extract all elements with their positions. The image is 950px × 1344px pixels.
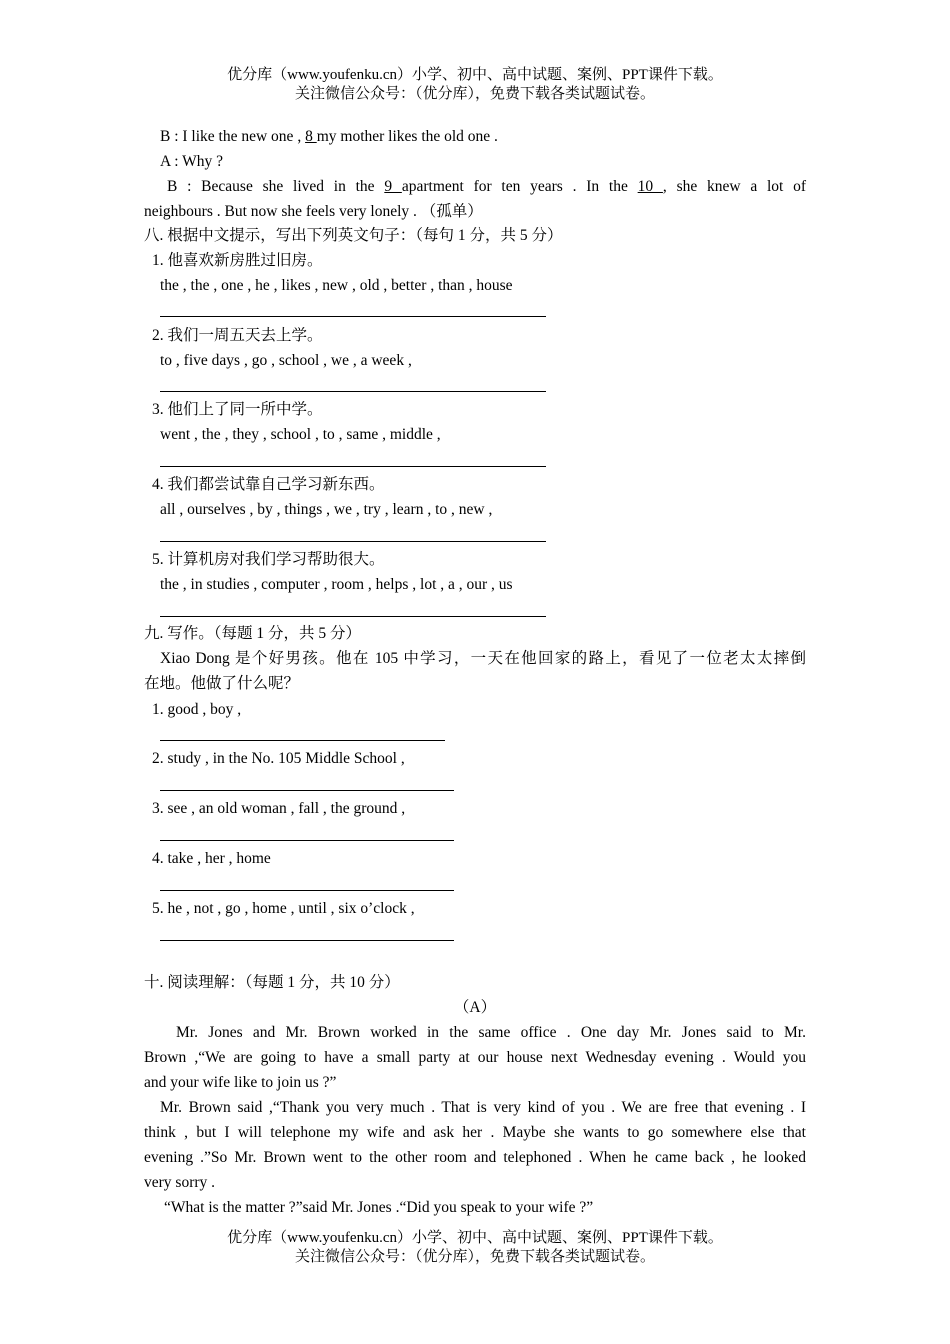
s9-item-4: 4. take , her , home [152, 850, 271, 867]
dialogue-b-line-3: neighbours . But now she feels very lonely . （孤单） [144, 203, 483, 220]
blank-10: 10 [637, 178, 663, 195]
s9-item-2-answer-line[interactable] [160, 790, 454, 791]
passage-line-1: Mr. Jones and Mr. Brown worked in the same office . One day Mr. Jones said to Mr. [176, 1024, 806, 1041]
page-footer [0, 1229, 950, 1267]
s8-item-5-answer-line[interactable] [160, 616, 546, 617]
s8-item-4-cn: 4. 我们都尝试靠自己学习新东西。 [152, 476, 385, 493]
s8-item-5-cn: 5. 计算机房对我们学习帮助很大。 [152, 551, 385, 568]
s8-item-2-words: to , five days , go , school , we , a week , [160, 352, 412, 369]
s8-item-3-words: went , the , they , school , to , same , middle , [160, 426, 441, 443]
passage-line-5: think , but I will telephone my wife and ask her . Maybe she wants to go somewhere else that [144, 1124, 806, 1141]
passage-line-7: very sorry . [144, 1174, 216, 1191]
s9-item-2: 2. study , in the No. 105 Middle School , [152, 750, 405, 767]
passage-line-8: “What is the matter ?”said Mr. Jones .“Did you speak to your wife ?” [164, 1199, 594, 1216]
section-9-title: 九. 写作。（每题 1 分，共 5 分） [144, 625, 362, 642]
page-header [0, 66, 950, 104]
passage-line-3: and your wife like to join us ?” [144, 1074, 337, 1091]
s8-item-3-answer-line[interactable] [160, 466, 546, 467]
blank-9: 9 [384, 178, 402, 195]
s9-intro-line-2: 在地。他做了什么呢？ [144, 675, 300, 692]
dialogue-b-line-1: B : I like the new one , 8 my mother likes the old one . [160, 128, 498, 145]
footer-line-1: 优分库（www.youfenku.cn）小学、初中、高中试题、案例、PPT课件下载。 [227, 1230, 723, 1246]
section-8-title: 八. 根据中文提示，写出下列英文句子：（每句 1 分，共 5 分） [144, 227, 563, 244]
dialogue-a-line: A : Why ? [160, 153, 223, 170]
s9-item-1-answer-line[interactable] [160, 740, 445, 741]
s9-item-4-answer-line[interactable] [160, 890, 454, 891]
header-line-2: 关注微信公众号：（优分库），免费下载各类试题试卷。 [294, 86, 655, 102]
s9-item-5: 5. he , not , go , home , until , six o’clock , [152, 900, 415, 917]
s8-item-2-answer-line[interactable] [160, 391, 546, 392]
s8-item-1-cn: 1. 他喜欢新房胜过旧房。 [152, 252, 323, 269]
passage-line-6: evening .”So Mr. Brown went to the other room and telephoned . When he came back , he looked [144, 1149, 806, 1166]
s9-item-5-answer-line[interactable] [160, 940, 454, 941]
s8-item-1-words: the , the , one , he , likes , new , old , better , than , house [160, 277, 513, 294]
s9-item-3: 3. see , an old woman , fall , the ground , [152, 800, 406, 817]
passage-line-4: Mr. Brown said ,“Thank you very much . That is very kind of you . We are free that evening . I [160, 1099, 806, 1116]
s8-item-3-cn: 3. 他们上了同一所中学。 [152, 401, 323, 418]
s8-item-4-answer-line[interactable] [160, 541, 546, 542]
blank-8: 8 [305, 128, 317, 145]
section-10-title: 十. 阅读理解：（每题 1 分，共 10 分） [144, 974, 400, 991]
s8-item-5-words: the , in studies , computer , room , helps , lot , a , our , us [160, 576, 513, 593]
passage-a-label: （A） [453, 999, 497, 1016]
s8-item-4-words: all , ourselves , by , things , we , try , learn , to , new , [160, 501, 493, 518]
s8-item-2-cn: 2. 我们一周五天去上学。 [152, 327, 323, 344]
s9-item-3-answer-line[interactable] [160, 840, 454, 841]
header-line-1: 优分库（www.youfenku.cn）小学、初中、高中试题、案例、PPT课件下载。 [227, 67, 723, 83]
dialogue-b-line-2: B : Because she lived in the 9 apartment for ten years . In the 10 , she knew a lot of [167, 178, 807, 195]
s9-intro-line-1: Xiao Dong 是个好男孩。他在 105 中学习，一天在他回家的路上，看见了一位老太太摔倒 [160, 650, 806, 667]
footer-line-2: 关注微信公众号：（优分库），免费下载各类试题试卷。 [294, 1249, 655, 1265]
s8-item-1-answer-line[interactable] [160, 316, 546, 317]
passage-line-2: Brown ,“We are going to have a small party at our house next Wednesday evening . Would you [144, 1049, 806, 1066]
s9-item-1: 1. good , boy , [152, 701, 242, 718]
